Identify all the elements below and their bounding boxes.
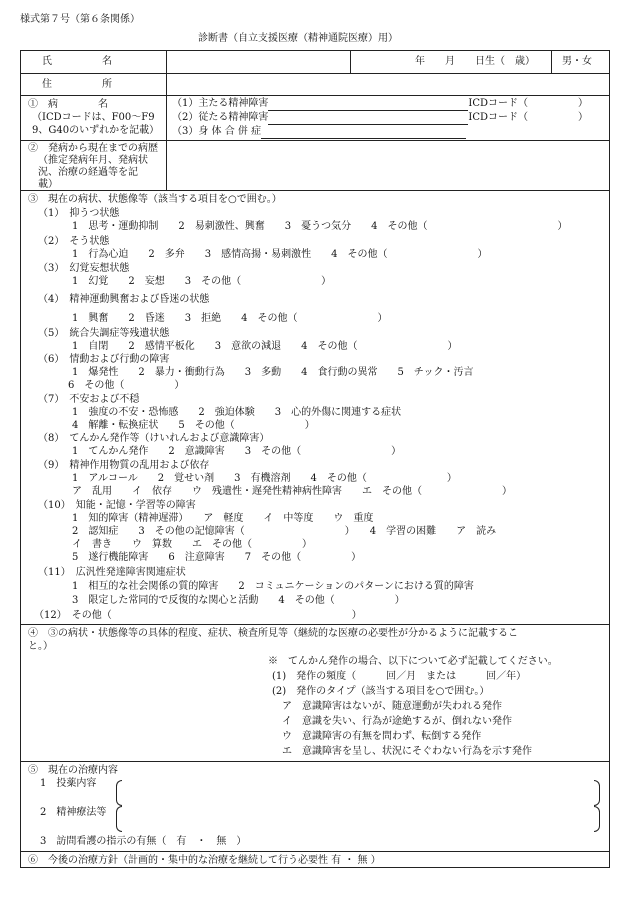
symptom-options[interactable]: 1 知的障害（精神遅滞） ア 軽度 イ 中等度 ウ 重度 — [72, 513, 374, 524]
seizure-type-heading: (2) 発作のタイプ（該当する項目を○で囲む。） — [272, 686, 490, 697]
name-label: 氏 名 — [42, 56, 112, 67]
symptom-options[interactable]: 1 自閉 2 感情平板化 3 意欲の減退 4 その他（ ） — [72, 341, 458, 352]
secondary-disorder-field[interactable] — [172, 112, 588, 125]
secondary-disorder-label: （2）従たる精神障害 — [172, 112, 269, 123]
symptom-category: （4） 精神運動興奮および昏迷の状態 — [38, 294, 210, 305]
symptom-options[interactable]: 1 強度の不安・恐怖感 2 強迫体験 3 心的外傷に関連する症状 — [72, 407, 402, 418]
symptom-category: （1） 抑うつ状態 — [38, 208, 120, 219]
symptom-category: （10） 知能・記憶・学習等の障害 — [38, 500, 196, 511]
symptom-options[interactable]: 6 その他（ ） — [68, 380, 185, 391]
psychotherapy-bracket-right — [594, 806, 600, 832]
history-label: ② 発病から現在までの病歴 — [28, 143, 158, 154]
seizure-type-option[interactable]: イ 意識を失い、行為が途絶するが、倒れない発作 — [282, 716, 512, 727]
psychotherapy-label: 2 精神療法等 — [40, 807, 107, 818]
sex-field[interactable]: 男・女 — [562, 56, 592, 67]
physical-complication-field[interactable] — [172, 126, 466, 139]
symptom-options[interactable]: 5 遂行機能障害 6 注意障害 7 その他（ ） — [72, 552, 362, 563]
medication-label: 1 投薬内容 — [40, 778, 97, 789]
psychotherapy-bracket-left — [116, 806, 122, 832]
primary-disorder-field[interactable] — [172, 98, 588, 111]
symptom-category: （5） 統合失調症等残遺状態 — [38, 328, 170, 339]
symptom-category: （7） 不安および不穏 — [38, 394, 140, 405]
symptom-category: （2） そう状態 — [38, 236, 110, 247]
medication-bracket-right — [594, 780, 600, 806]
birth-date-field[interactable]: 年 月 日生（ 歳） — [415, 56, 535, 67]
treatment-heading: ⑤ 現在の治療内容 — [28, 765, 118, 776]
icd-note-2: 9、G40のいずれかを記載） — [32, 125, 160, 136]
physical-complication-label: （3）身 体 合 併 症 — [172, 126, 262, 137]
seizure-type-option[interactable]: エ 意識障害を呈し、状況にそぐわない行為を示す発作 — [282, 746, 532, 757]
symptom-options[interactable]: 1 爆発性 2 暴力・衝動行為 3 多動 4 食行動の異常 5 チック・汚言 — [72, 367, 474, 378]
symptom-options[interactable]: 1 幻覚 2 妄想 3 その他（ ） — [72, 276, 332, 287]
home-nursing-field[interactable]: 3 訪問看護の指示の有無（ 有 ・ 無 ） — [40, 836, 247, 847]
symptom-options[interactable]: イ 書き ウ 算数 エ その他（ ） — [72, 539, 312, 550]
symptom-options[interactable]: ア 乱用 イ 依存 ウ 残遺性・遅発性精神病性障害 エ その他（ ） — [72, 486, 512, 497]
symptom-options[interactable]: 1 行為心迫 2 多弁 3 感情高揚・易刺激性 4 その他（ ） — [72, 249, 488, 260]
history-note-1: （推定発病年月、発病状 — [38, 155, 148, 166]
document-title: 診断書（自立支援医療（精神通院医療）用） — [198, 33, 398, 44]
symptom-options[interactable]: 1 相互的な社会関係の質的障害 2 コミュニケーションのパターンにおける質的障害 — [72, 581, 474, 592]
future-treatment-policy[interactable]: ⑥ 今後の治療方針（計画的・集中的な治療を継続して行う必要性 有 ・ 無 ） — [28, 855, 381, 866]
seizure-frequency[interactable]: (1) 発作の頻度（ 回／月 または 回／年） — [272, 671, 527, 682]
symptom-detail-heading-cont: と。） — [28, 641, 53, 652]
icd-code-primary: ICDコード（ ） — [468, 98, 588, 109]
disease-label: ① 病 名 — [28, 99, 108, 110]
primary-disorder-label: （1）主たる精神障害 — [172, 98, 269, 109]
symptom-options[interactable]: 2 認知症 3 その他の記憶障害（ ） 4 学習の困難 ア 読み — [72, 526, 497, 537]
symptom-category: （9） 精神作用物質の乱用および依存 — [38, 460, 210, 471]
symptom-category: （11） 広汎性発達障害関連症状 — [38, 567, 186, 578]
seizure-type-option[interactable]: ウ 意識障害の有無を問わず、転倒する発作 — [282, 731, 482, 742]
symptom-category: （6） 情動および行動の障害 — [38, 354, 170, 365]
symptom-detail-heading: ④ ③の病状・状態像等の具体的程度、症状、検査所見等（継続的な医療の必要性が分かるように記載するこ — [28, 628, 518, 639]
symptom-options[interactable]: 1 てんかん発作 2 意識障害 3 その他（ ） — [72, 446, 402, 457]
symptom-options[interactable]: 1 思考・運動抑制 2 易刺激性、興奮 3 憂うつ気分 4 その他（ ） — [72, 221, 568, 232]
history-note-3: 載） — [38, 179, 58, 190]
epilepsy-note: ※ てんかん発作の場合、以下について必ず記載してください。 — [268, 656, 558, 667]
icd-note-1: （ICDコードは、F00～F9 — [32, 112, 155, 123]
symptom-options[interactable]: 1 アルコール 2 覚せい剤 3 有機溶剤 4 その他（ ） — [72, 473, 457, 484]
symptom-options[interactable]: 4 解離・転換症状 5 その他（ ） — [72, 420, 315, 431]
address-label: 住 所 — [42, 79, 112, 90]
symptom-category: （8） てんかん発作等（けいれんおよび意識障害） — [38, 433, 270, 444]
symptom-category: （3） 幻覚妄想状態 — [38, 263, 130, 274]
icd-code-secondary: ICDコード（ ） — [468, 112, 588, 123]
symptom-options[interactable]: 1 興奮 2 昏迷 3 拒絶 4 その他（ ） — [72, 313, 388, 324]
form-number: 様式第７号（第６条関係） — [20, 14, 140, 25]
seizure-type-option[interactable]: ア 意識障害はないが、随意運動が失われる発作 — [282, 701, 502, 712]
history-note-2: 況、治療の経過等を記 — [38, 167, 138, 178]
symptom-options[interactable]: 3 限定した常同的で反復的な関心と活動 4 その他（ ） — [72, 595, 405, 606]
current-symptoms-heading: ③ 現在の病状、状態像等（該当する項目を○で囲む。） — [28, 194, 282, 205]
symptom-other[interactable]: （12） その他（ ） — [34, 610, 362, 621]
medication-bracket-left — [116, 780, 122, 806]
